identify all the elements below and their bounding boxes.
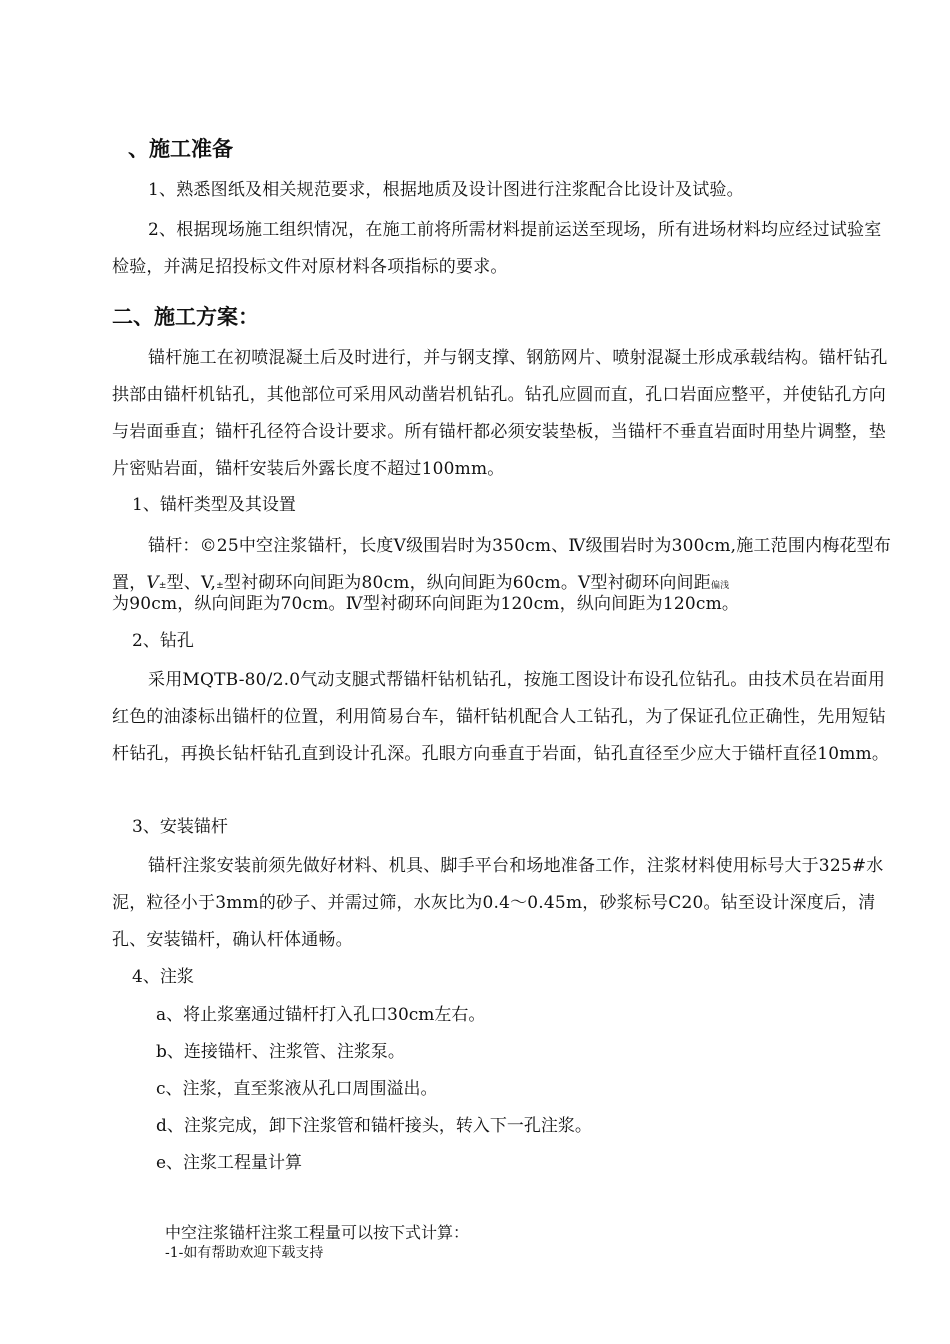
subsection1-v1: V (146, 573, 159, 593)
list-item-c: c、注浆，直至浆液从孔口周围溢出。 (156, 1079, 438, 1099)
list-item-b: b、连接锚杆、注浆管、注浆泵。 (156, 1042, 405, 1062)
subsection1-small2: ± (216, 581, 224, 591)
footer-page-number: -1-如有帮助欢迎下载支持 (165, 1245, 324, 1261)
list-item-e: e、注浆工程量计算 (156, 1153, 303, 1173)
section1-paragraph-2: 2、根据现场施工组织情况，在施工前将所需材料提前运送至现场，所有进场材料均应经过试验室检验，并满足招投标文件对原材料各项指标的要求。 (112, 220, 882, 277)
subsection1-small1: ± (158, 581, 167, 591)
section1-paragraph-1: 1、熟悉图纸及相关规范要求，根据地质及设计图进行注浆配合比设计及试验。 (148, 180, 744, 200)
list-item-a: a、将止浆塞通过锚杆打入孔口30cm左右。 (156, 1005, 486, 1025)
subsection4-title: 4、注浆 (132, 967, 194, 987)
subsection1-small3: 偏浅 (710, 581, 730, 591)
section1-title: 、施工准备 (128, 136, 233, 161)
list-item-d: d、注浆完成，卸下注浆管和锚杆接头，转入下一孔注浆。 (156, 1116, 592, 1136)
subsection1-title: 1、锚杆类型及其设置 (132, 495, 296, 515)
subsection2-title: 2、钻孔 (132, 631, 194, 651)
subsection3-title: 3、安装锚杆 (132, 817, 228, 837)
subsection1-text-main: 锚杆：©25中空注浆锚杆，长度Ⅴ级围岩时为350cm、Ⅳ级围岩时为300cm,施工范围内梅花型布置， (112, 536, 892, 593)
subsection3-text: 锚杆注浆安装前须先做好材料、机具、脚手平台和场地准备工作，注浆材料使用标号大于325#水泥，粒径小于3mm的砂子、并需过筛，水灰比为0.4〜0.45m，砂浆标号C20。钻至设计深度后，清孔、安装锚杆，确认杆体通畅。 (112, 856, 884, 950)
section2-title: 二、施工方案： (112, 304, 259, 329)
footer-formula-line: 中空注浆锚杆注浆工程量可以按下式计算： (165, 1223, 470, 1242)
subsection1-tail: 为90cm，纵向间距为70cm。Ⅳ型衬砌环向间距为120cm，纵向间距为120cm。 (112, 594, 740, 614)
section2-intro-paragraph: 锚杆施工在初喷混凝土后及时进行，并与钢支撑、钢筋网片、喷射混凝土形成承载结构。锚杆钻孔拱部由锚杆机钻孔，其他部位可采用风动凿岩机钻孔。钻孔应圆而直，孔口岩面应整平，并使钻孔方向与岩面垂直；锚杆孔径符合设计要求。所有锚杆都必须安装垫板，当锚杆不垂直岩面时用垫片调整，垫片密贴岩面，锚杆安装后外露长度不超过100mm。 (112, 348, 888, 479)
subsection2-text: 采用MQTB-80/2.0气动支腿式帮锚杆钻机钻孔，按施工图设计布设孔位钻孔。由技术员在岩面用红色的油漆标出锚杆的位置，利用简易台车，锚杆钻机配合人工钻孔，为了保证孔位正确性，先用短钻杆钻孔，再换长钻杆钻孔直到设计孔深。孔眼方向垂直于岩面，钻孔直径至少应大于锚杆直径10mm。 (112, 670, 890, 764)
subsection1-mid1: 型、V, (166, 573, 217, 593)
subsection1-mid2: 型衬砌环向间距为80cm，纵向间距为60cm。V型衬砌环向间距 (223, 573, 711, 593)
